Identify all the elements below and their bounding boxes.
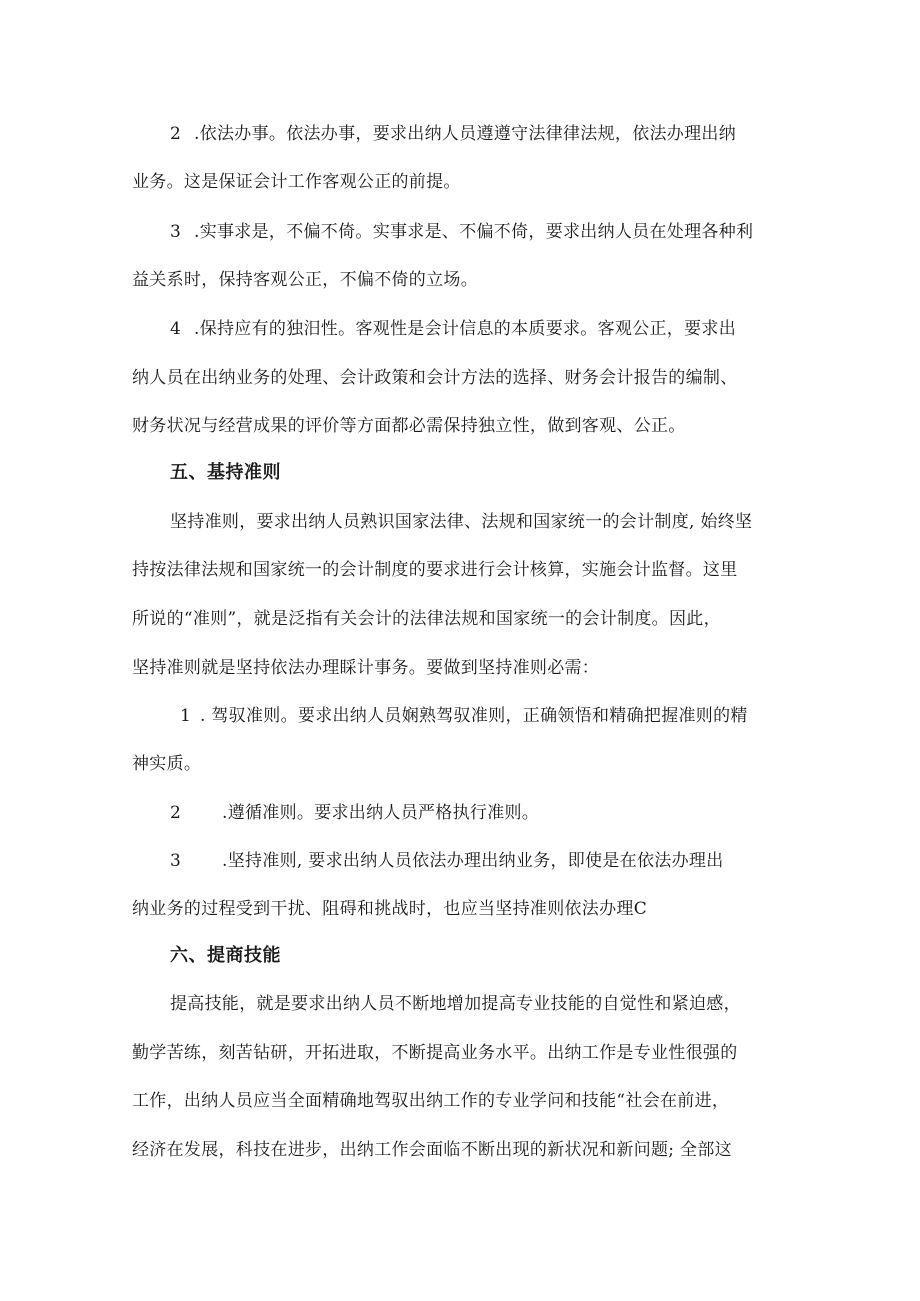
item-number: 3 [170, 851, 182, 871]
item-3-line-1: 3 .实事求是，不偏不倚。实事求是、不偏不倚，要求出纳人员在处理各种利 [170, 222, 754, 242]
item-4-line-1: 4 .保持应有的独汨性。客观性是会计信息的本质要求。客观公正，要求出 [170, 319, 737, 339]
section-6-para-line-3: 工作，出纳人员应当全面精确地驾驭出纳工作的专业学问和技能“社会在前进， [132, 1091, 730, 1111]
section-5-para-line-3: 所说的“准则”，就是泛指有关会计的法律法规和国家统一的会计制度。因此， [132, 609, 721, 629]
section-5-para-line-2: 持按法律法规和国家统一的会计制度的要求进行会计核算，实施会计监督。这里 [132, 560, 738, 580]
section-5-item-1-line-2: 神实质。 [132, 754, 202, 774]
item-4-line-3: 财务状况与经营成果的评价等方面都必需保持独立性，做到客观、公正。 [132, 416, 686, 436]
item-number: 4 [170, 319, 182, 339]
section-5-item-3-line-1: 3 .坚持准则, 要求出纳人员依法办理出纳业务，即使是在依法办理出 [170, 851, 724, 871]
item-2-line-1: 2 .依法办事。依法办事，要求出纳人员遵遵守法律律法规，依法办理出纳 [170, 124, 737, 144]
section-5-item-1-line-1: 1 . 驾驭准则。要求出纳人员娴熟驾驭准则，正确领悟和精确把握准则的精 [180, 706, 748, 726]
item-4-line-2: 纳人员在出纳业务的处理、会计政策和会计方法的选择、财务会计报告的编制、 [132, 368, 738, 388]
item-2-line-2: 业务。这是保证会计工作客观公正的前提。 [132, 172, 461, 192]
item-number: 2 [170, 124, 182, 144]
section-5-heading: 五、基持准则 [170, 462, 281, 483]
section-6-para-line-1: 提高技能，就是要求出纳人员不断地增加提高专业技能的自觉性和紧迫感， [170, 994, 741, 1014]
item-number: 2 [170, 803, 182, 823]
item-number: 3 [170, 222, 182, 242]
section-6-heading: 六、提商技能 [170, 945, 281, 966]
item-3-line-2: 益关系时，保持客观公正，不偏不倚的立场。 [132, 270, 478, 290]
item-number: 1 [180, 706, 192, 726]
section-5-para-line-1: 坚持准则，要求出纳人员熟识国家法律、法规和国家统一的会计制度, 始终坚 [170, 512, 753, 532]
section-6-para-line-2: 勤学苦练，刻苦钻研，开拓进取，不断提高业务水平。出纳工作是专业性很强的 [132, 1043, 738, 1063]
section-6-para-line-4: 经济在发展，科技在进步，出纳工作会面临不断出现的新状况和新问题; 全部这 [132, 1140, 732, 1160]
section-5-item-3-line-2: 纳业务的过程受到干扰、阻碍和挑战时，也应当坚持准则依法办理C [132, 899, 648, 919]
section-5-item-2-line-1: 2 .遵循准则。要求出纳人员严格执行准则。 [170, 803, 540, 823]
section-5-para-line-4: 坚持准则就是坚持依法办理睬计事务。要做到坚持准则必需： [132, 658, 600, 678]
